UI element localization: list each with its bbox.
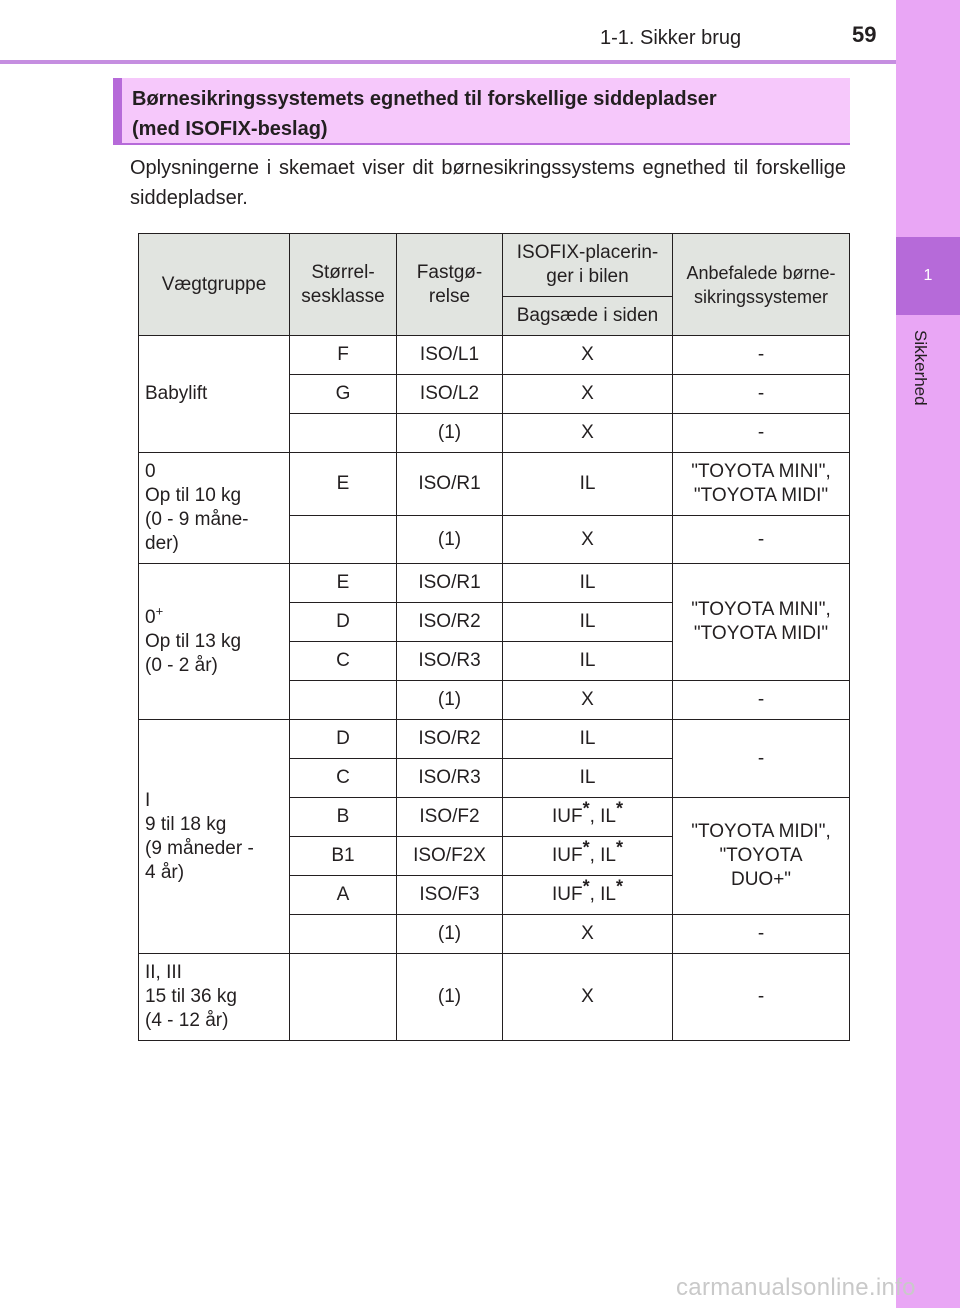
cell-position: X (503, 516, 673, 564)
cell-position: X (503, 681, 673, 720)
cell-position: IUF*, IL* (503, 798, 673, 837)
sidebar-tab-number[interactable]: 1 (896, 237, 960, 315)
cell-size (290, 954, 397, 1041)
table-row (139, 336, 850, 375)
cell-fixture: ISO/F2X (397, 837, 503, 876)
table-row (139, 954, 850, 1041)
cell-position: X (503, 915, 673, 954)
cell-size: C (290, 642, 397, 681)
cell-position: IUF*, IL* (503, 876, 673, 915)
cell-recommended: "TOYOTA MINI", "TOYOTA MIDI" (673, 453, 850, 516)
sidebar-tab-label: Sikkerhed (911, 330, 930, 406)
table-row (139, 453, 850, 516)
cell-position: IL (503, 642, 673, 681)
cell-recommended: - (673, 516, 850, 564)
cell-recommended: - (673, 954, 850, 1041)
intro-paragraph: Oplysningerne i skemaet viser dit børnesikringssystems egnethed til forskellige siddepladser. (130, 157, 846, 209)
cell-position: X (503, 954, 673, 1041)
cell-position: X (503, 336, 673, 375)
group-1: I 9 til 18 kg (9 måneder - 4 år) (139, 720, 290, 954)
suitability-table (138, 233, 850, 1041)
cell-size: E (290, 453, 397, 516)
cell-fixture: ISO/R2 (397, 720, 503, 759)
table-row (139, 720, 850, 759)
sidebar (896, 0, 960, 1308)
cell-size (290, 681, 397, 720)
cell-position: X (503, 414, 673, 453)
header-size-class: Størrel-sesklasse (290, 234, 397, 336)
section-label: 1-1. Sikker brug (600, 27, 742, 49)
section-title-line2: (med ISOFIX-beslag) (132, 118, 328, 140)
cell-fixture: ISO/R3 (397, 759, 503, 798)
cell-size: D (290, 720, 397, 759)
cell-fixture: ISO/L2 (397, 375, 503, 414)
cell-recommended: - (673, 915, 850, 954)
header-weight-group: Vægtgruppe (139, 234, 290, 336)
cell-fixture: ISO/F3 (397, 876, 503, 915)
cell-position: IL (503, 603, 673, 642)
footer-watermark[interactable]: carmanualsonline.info (676, 1274, 916, 1301)
cell-size: F (290, 336, 397, 375)
cell-recommended: - (673, 414, 850, 453)
cell-fixture: ISO/R1 (397, 564, 503, 603)
cell-size (290, 915, 397, 954)
table-header-row (139, 234, 850, 297)
cell-fixture: ISO/L1 (397, 336, 503, 375)
cell-recommended: - (673, 720, 850, 798)
cell-fixture: (1) (397, 954, 503, 1041)
section-title-line1: Børnesikringssystemets egnethed til forskellige siddepladser (132, 88, 717, 110)
cell-fixture: ISO/F2 (397, 798, 503, 837)
cell-size: E (290, 564, 397, 603)
cell-fixture: ISO/R1 (397, 453, 503, 516)
header-isofix-positions: ISOFIX-placerin-ger i bilen (503, 234, 673, 297)
cell-size: D (290, 603, 397, 642)
cell-recommended: - (673, 375, 850, 414)
cell-position: IUF*, IL* (503, 837, 673, 876)
cell-fixture: (1) (397, 414, 503, 453)
cell-recommended: "TOYOTA MIDI", "TOYOTA DUO+" (673, 798, 850, 915)
cell-recommended: "TOYOTA MINI", "TOYOTA MIDI" (673, 564, 850, 681)
cell-fixture: (1) (397, 516, 503, 564)
group-0-plus: 0+ Op til 13 kg (0 - 2 år) (139, 564, 290, 720)
cell-size: A (290, 876, 397, 915)
cell-position: X (503, 375, 673, 414)
page-number: 59 (852, 22, 877, 47)
cell-fixture: ISO/R3 (397, 642, 503, 681)
cell-size (290, 414, 397, 453)
cell-recommended: - (673, 681, 850, 720)
cell-recommended: - (673, 336, 850, 375)
section-title (113, 78, 850, 145)
cell-size: C (290, 759, 397, 798)
header-fixture: Fastgø-relse (397, 234, 503, 336)
header-rule (0, 60, 896, 64)
cell-size: B1 (290, 837, 397, 876)
group-babylift: Babylift (139, 336, 290, 453)
cell-position: IL (503, 453, 673, 516)
cell-fixture: ISO/R2 (397, 603, 503, 642)
header-recommended: Anbefalede børne-sikringssystemer (673, 234, 850, 336)
cell-fixture: (1) (397, 915, 503, 954)
cell-position: IL (503, 759, 673, 798)
cell-position: IL (503, 720, 673, 759)
cell-fixture: (1) (397, 681, 503, 720)
table-row (139, 564, 850, 603)
cell-position: IL (503, 564, 673, 603)
group-2-3: II, III 15 til 36 kg (4 - 12 år) (139, 954, 290, 1041)
cell-size: G (290, 375, 397, 414)
header-rear-outboard: Bagsæde i siden (503, 297, 673, 336)
cell-size (290, 516, 397, 564)
group-0: 0 Op til 10 kg (0 - 9 måne- der) (139, 453, 290, 564)
cell-size: B (290, 798, 397, 837)
